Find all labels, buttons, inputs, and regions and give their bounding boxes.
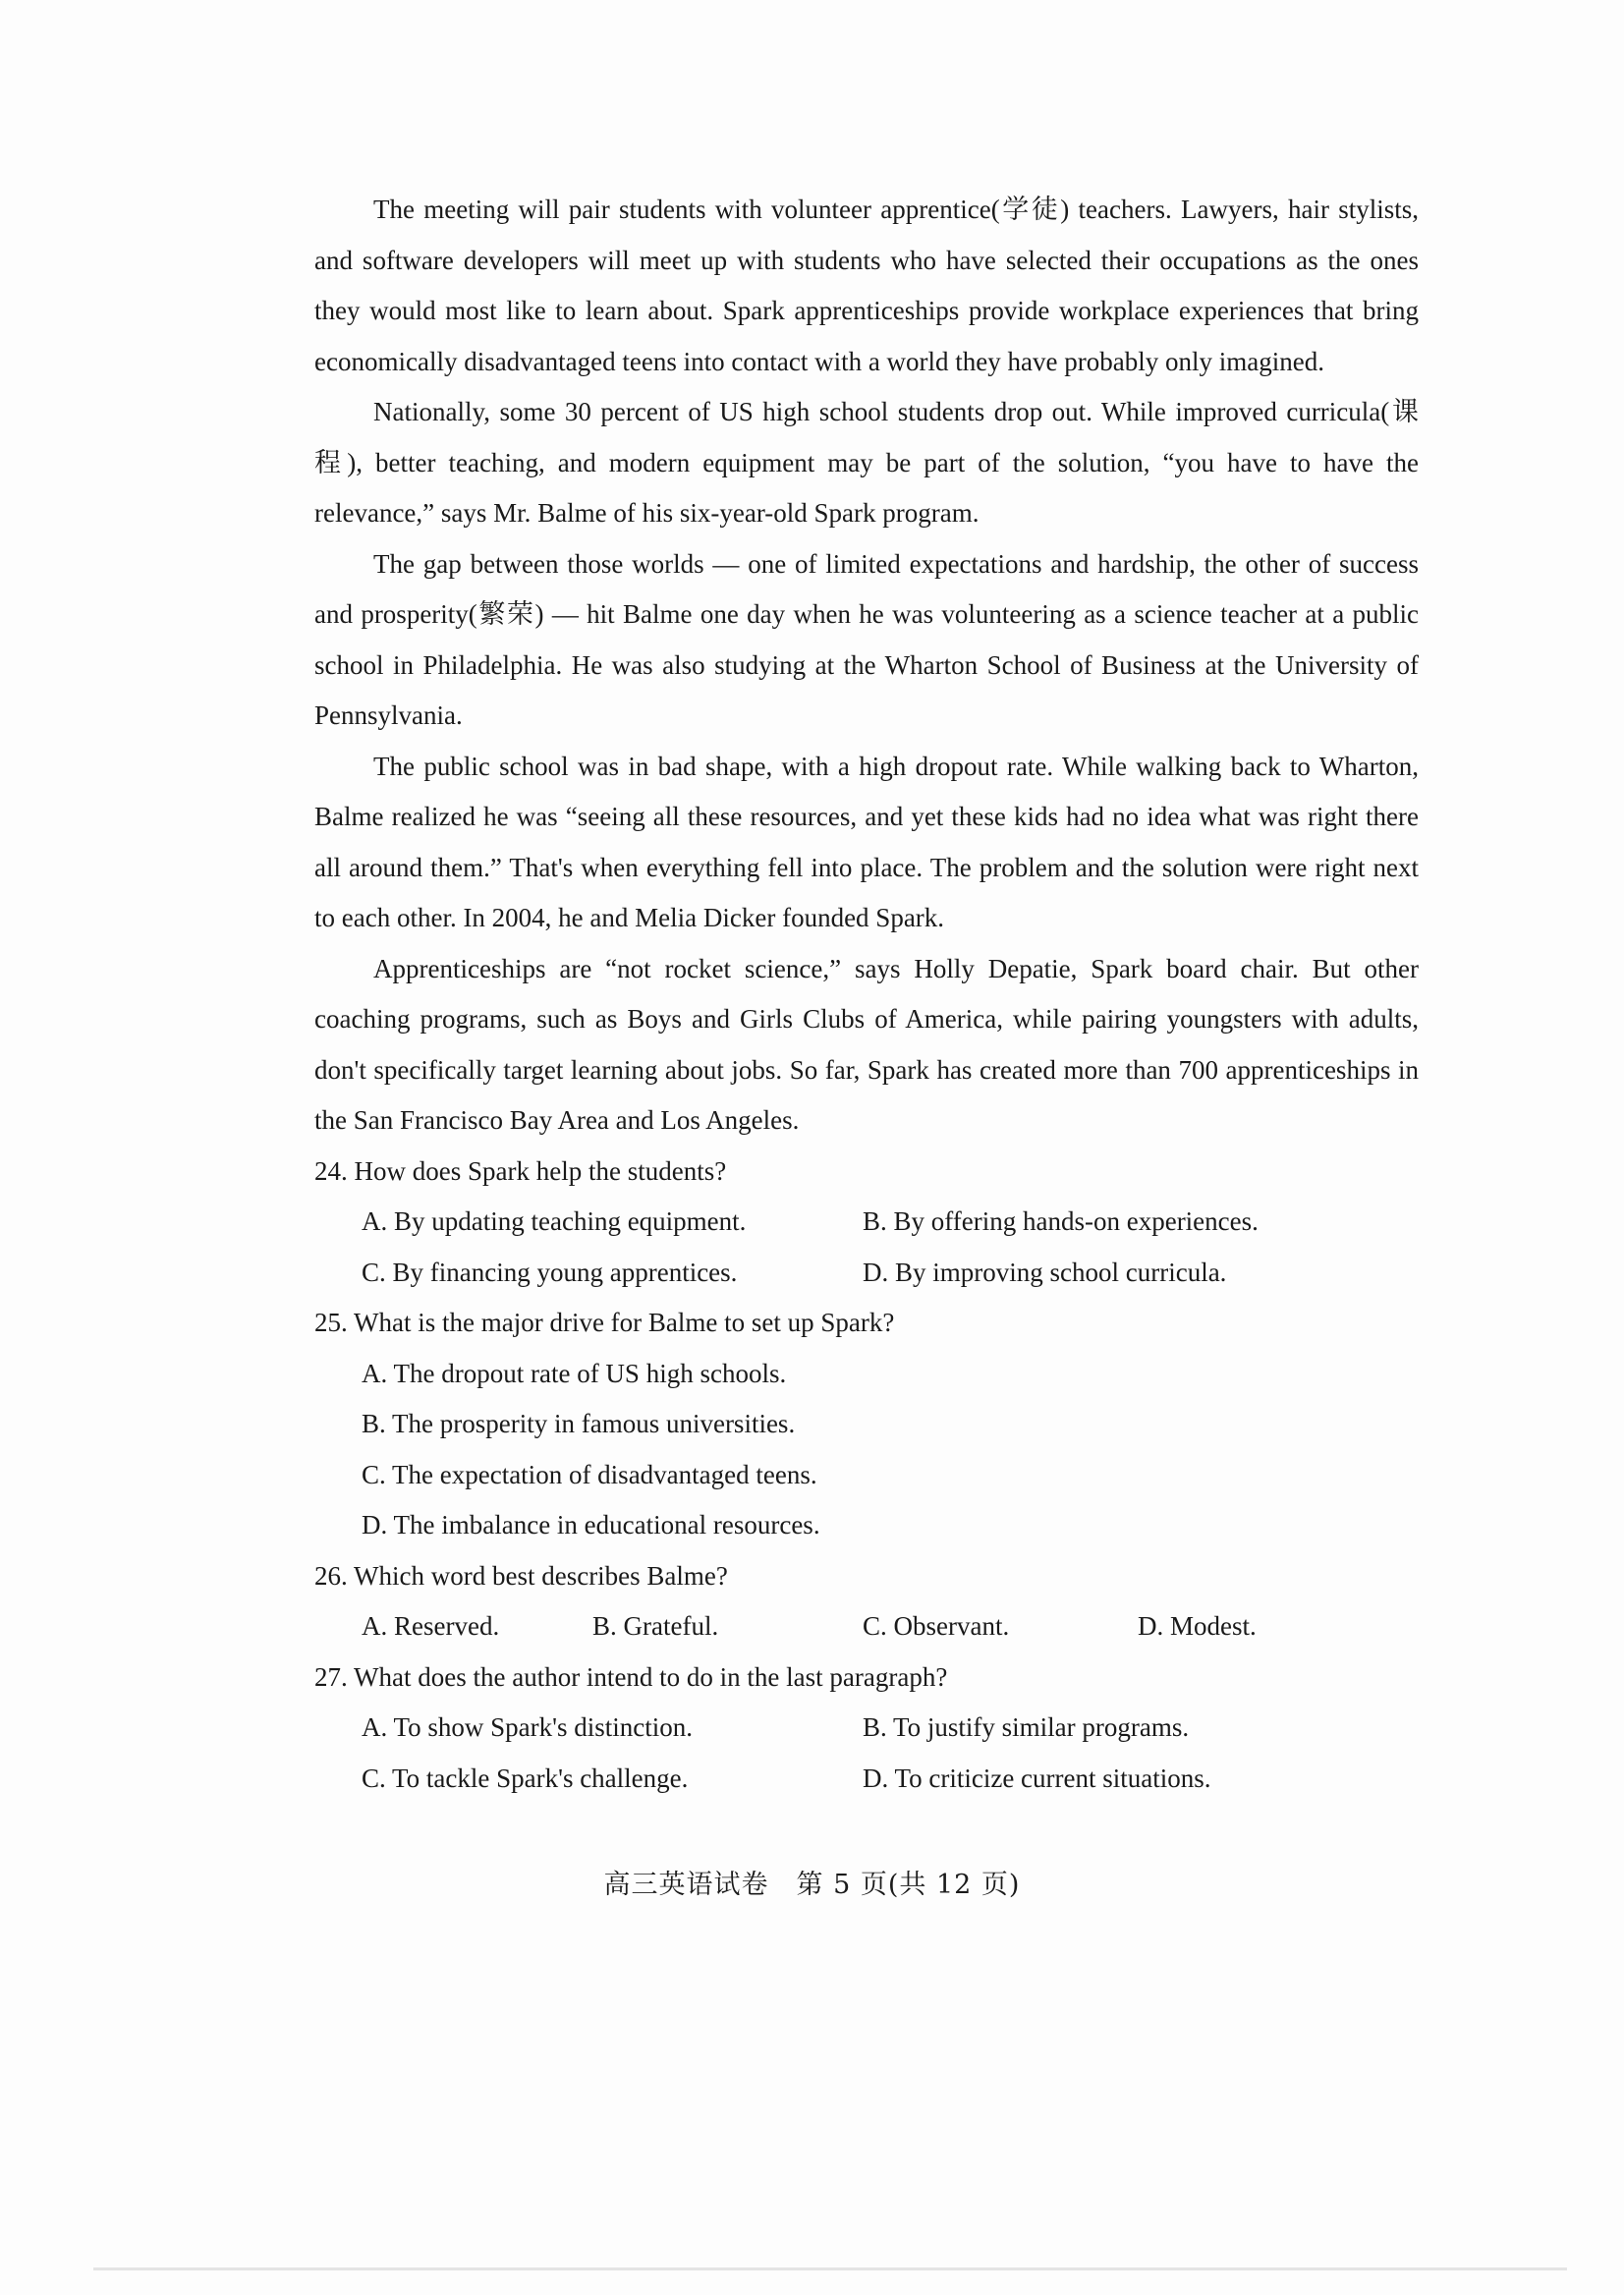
- passage-paragraph-2: Nationally, some 30 percent of US high school students drop out. While improved curricula(课程), better teaching, and modern equipment may be part of the solution, “you have to have the relevance,” says Mr. Balme of his six-year-old Spark program.: [314, 397, 1419, 528]
- option-b: B. The prosperity in famous universities.: [362, 1409, 796, 1438]
- question-stem: 27. What does the author intend to do in the last paragraph?: [314, 1661, 948, 1692]
- page-content: [314, 185, 1419, 1804]
- option-c: C. The expectation of disadvantaged teens.: [362, 1459, 817, 1489]
- passage-paragraph-1: The meeting will pair students with volunteer apprentice(学徒) teachers. Lawyers, hair stylists, and software developers will meet up with students who have selected their occupations as the ones they would most like to learn about. Spark apprenticeships provide workplace experiences that bring economically disadvantaged teens into contact with a world they have probably only imagined.: [314, 195, 1419, 376]
- option-a: A. By updating teaching equipment.: [362, 1206, 747, 1236]
- question-26: [314, 1551, 1419, 1652]
- option-b: B. By offering hands-on experiences.: [863, 1206, 1259, 1236]
- question-24: [314, 1147, 1419, 1299]
- answer-options: [362, 1703, 1419, 1804]
- answer-options: [362, 1601, 1419, 1652]
- question-stem: 25. What is the major drive for Balme to set up Spark?: [314, 1308, 895, 1337]
- option-c: C. To tackle Spark's challenge.: [362, 1763, 689, 1793]
- passage-paragraph-4: The public school was in bad shape, with a high dropout rate. While walking back to Wharton, Balme realized he was “seeing all these resources, and yet these kids had no idea what was right there all around them.” That's when everything fell into place. The problem and the solution were right next to each other. In 2004, he and Melia Dicker founded Spark.: [314, 751, 1419, 932]
- passage-paragraph-5: Apprenticeships are “not rocket science,” says Holly Depatie, Spark board chair. But other coaching programs, such as Boys and Girls Clubs of America, while pairing youngsters with adults, don't specifically target learning about jobs. So far, Spark has created more than 700 apprenticeships in the San Francisco Bay Area and Los Angeles.: [314, 953, 1419, 1135]
- option-a: A. The dropout rate of US high schools.: [362, 1358, 787, 1388]
- option-b: B. To justify similar programs.: [863, 1712, 1190, 1742]
- answer-options: [362, 1197, 1419, 1298]
- option-a: A. To show Spark's distinction.: [362, 1712, 693, 1742]
- answer-options: [362, 1349, 1419, 1551]
- option-b: B. Grateful.: [592, 1611, 719, 1641]
- option-c: C. Observant.: [863, 1611, 1010, 1641]
- page-footer: 高三英语试卷 第 5 页(共 12 页): [603, 1870, 1021, 1900]
- option-a: A. Reserved.: [362, 1611, 500, 1641]
- question-27: [314, 1652, 1419, 1805]
- scan-edge-divider: [93, 2267, 1567, 2270]
- option-d: D. Modest.: [1138, 1611, 1257, 1641]
- option-d: D. The imbalance in educational resources.: [362, 1510, 820, 1539]
- option-d: D. By improving school curricula.: [863, 1257, 1227, 1287]
- question-stem: 26. Which word best describes Balme?: [314, 1560, 728, 1591]
- question-25: [314, 1298, 1419, 1551]
- passage-paragraph-3: The gap between those worlds — one of limited expectations and hardship, the other of success and prosperity(繁荣) — hit Balme one day when he was volunteering as a science teacher at a public school in Philadelphia. He was also studying at the Wharton School of Business at the University of Pennsylvania.: [314, 548, 1419, 730]
- option-c: C. By financing young apprentices.: [362, 1257, 738, 1287]
- question-stem: 24. How does Spark help the students?: [314, 1155, 727, 1186]
- option-d: D. To criticize current situations.: [863, 1763, 1211, 1793]
